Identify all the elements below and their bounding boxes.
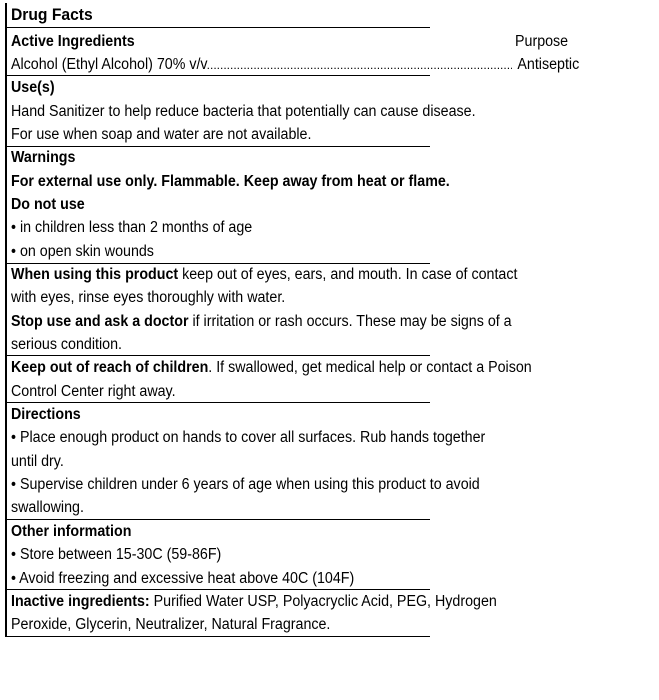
drug-facts-title: Drug Facts (11, 5, 93, 24)
external-use-warning: For external use only. Flammable. Keep away from heat or flame. (11, 173, 450, 190)
do-not-use-item: • in children less than 2 months of age (11, 219, 253, 236)
keep-out-line-2: Control Center right away. (11, 383, 176, 400)
other-info-item: • Avoid freezing and excessive heat above 40C (104F) (11, 570, 355, 587)
inactive-line-2: Peroxide, Glycerin, Neutralizer, Natural Fragrance. (11, 616, 331, 633)
divider (7, 636, 430, 637)
leader-dots (207, 55, 512, 75)
keep-out-line-1 (11, 358, 532, 378)
active-ingredient-row (11, 55, 579, 75)
do-not-use-item: • on open skin wounds (11, 243, 154, 260)
divider (7, 355, 430, 356)
inactive-label: Inactive ingredients: (11, 593, 150, 610)
divider (7, 146, 430, 147)
inactive-line-1 (11, 592, 497, 612)
divider (7, 263, 430, 264)
keep-out-text: . If swallowed, get medical help or contact a Poison (208, 359, 532, 376)
purpose-heading: Purpose (515, 33, 569, 50)
when-using-text: keep out of eyes, ears, and mouth. In case of contact (178, 266, 518, 283)
when-using-line-1 (11, 265, 517, 285)
active-ingredient: Alcohol (Ethyl Alcohol) 70% v/v (11, 56, 208, 73)
divider (7, 519, 430, 520)
stop-use-label: Stop use and ask a doctor (11, 313, 189, 330)
keep-out-label: Keep out of reach of children (11, 359, 209, 376)
stop-use-text: if irritation or rash occurs. These may be signs of a (188, 313, 512, 330)
directions-heading: Directions (11, 406, 81, 423)
directions-item-1: • Place enough product on hands to cover all surfaces. Rub hands together (11, 429, 486, 446)
when-using-line-2: with eyes, rinse eyes thoroughly with water. (11, 289, 286, 306)
warnings-heading: Warnings (11, 149, 76, 166)
stop-use-line-2: serious condition. (11, 336, 122, 353)
inactive-text: Purified Water USP, Polyacryclic Acid, PEG, Hydrogen (149, 593, 497, 610)
other-info-heading: Other information (11, 523, 132, 540)
directions-item-2-cont: swallowing. (11, 499, 84, 516)
do-not-use-heading: Do not use (11, 196, 85, 213)
directions-item-2: • Supervise children under 6 years of age when using this product to avoid (11, 476, 480, 493)
left-border (5, 3, 7, 637)
other-info-item: • Store between 15-30C (59-86F) (11, 546, 222, 563)
stop-use-line-1 (11, 312, 512, 332)
uses-heading: Use(s) (11, 79, 55, 96)
divider (7, 589, 430, 590)
when-using-label: When using this product (11, 266, 179, 283)
divider (7, 27, 430, 28)
directions-item-1-cont: until dry. (11, 453, 64, 470)
uses-line-2: For use when soap and water are not available. (11, 126, 312, 143)
uses-line-1: Hand Sanitizer to help reduce bacteria that potentially can cause disease. (11, 103, 476, 120)
divider (7, 402, 430, 403)
active-ingredients-heading: Active Ingredients (11, 33, 135, 50)
active-purpose: Antiseptic (517, 56, 579, 73)
divider (7, 75, 430, 76)
